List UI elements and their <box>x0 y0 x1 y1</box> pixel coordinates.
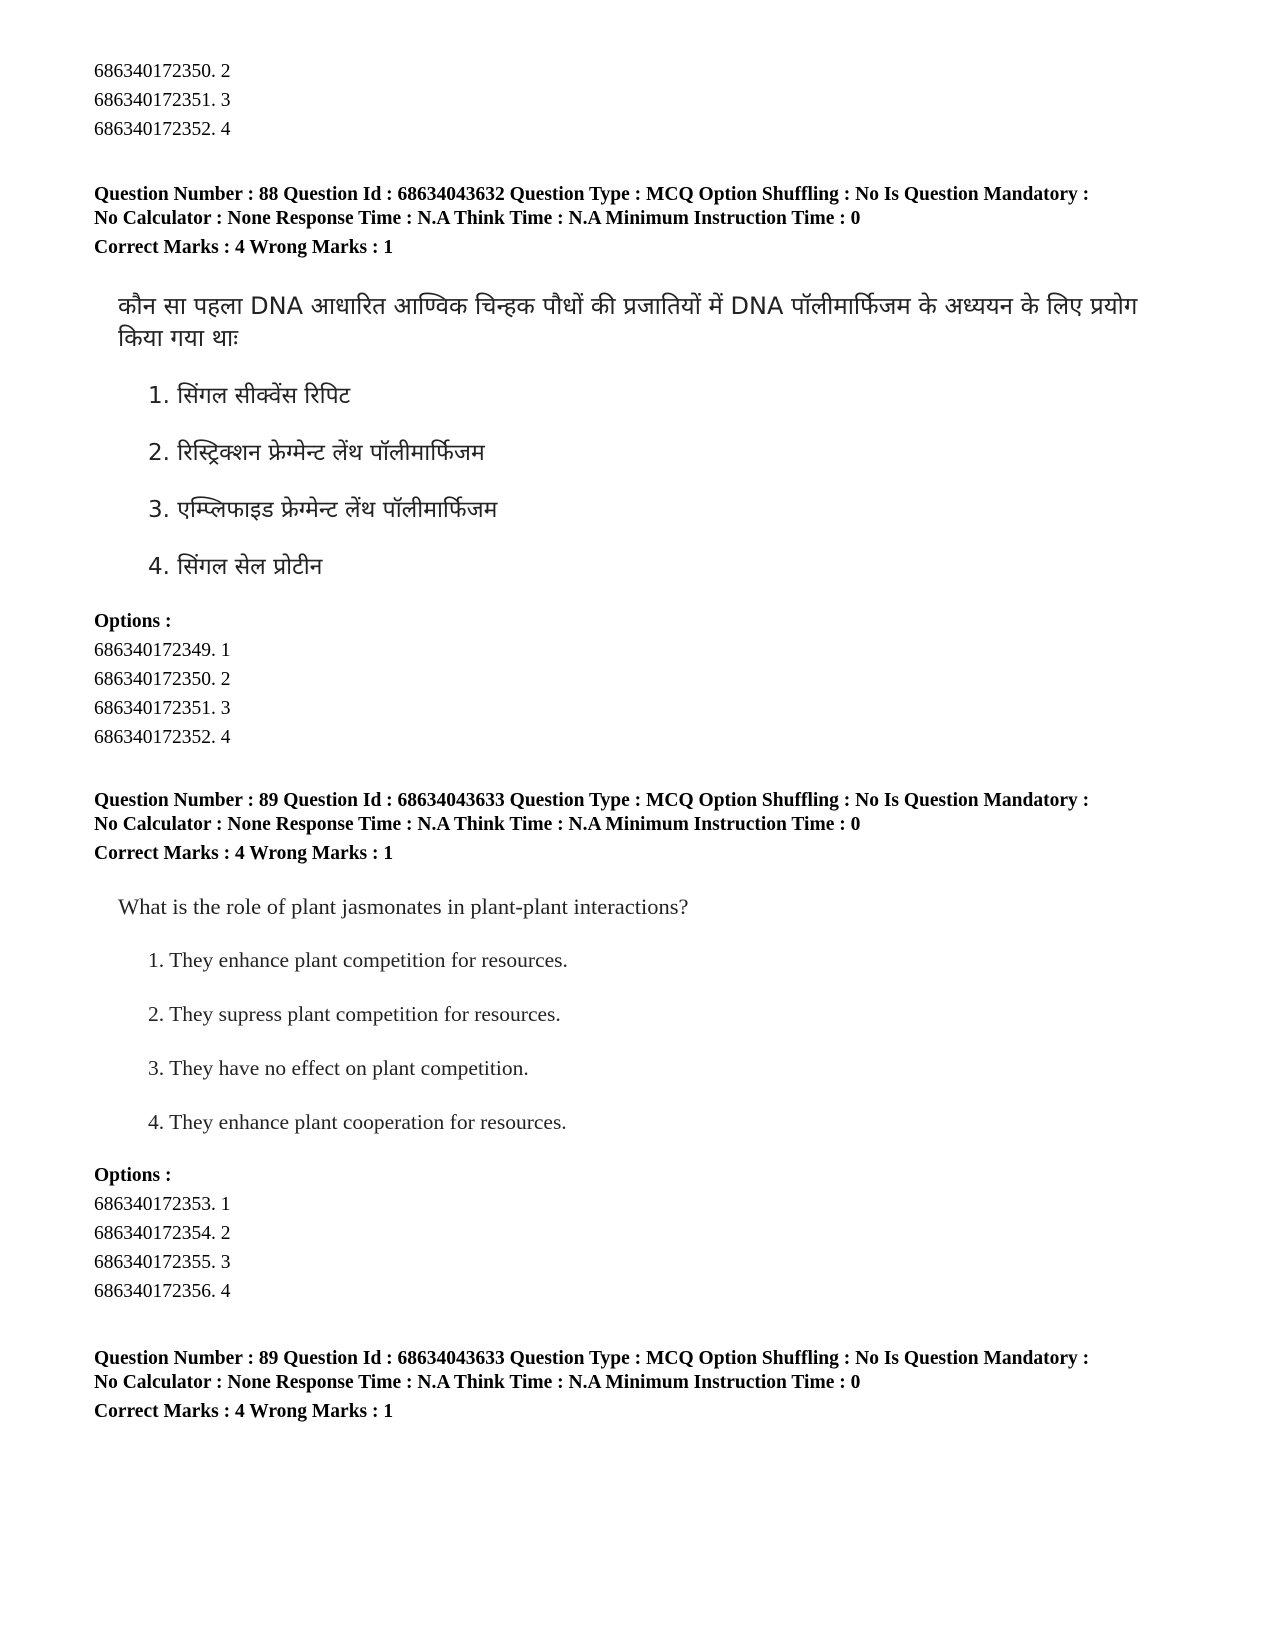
question-header-line1: Question Number : 88 Question Id : 68634043632 Question Type : MCQ Option Shuffling : No Is Question Mandatory : <box>94 184 1090 205</box>
choice-item: 4. They enhance plant cooperation for resources. <box>148 1110 567 1134</box>
question-header-line1: Question Number : 89 Question Id : 68634043633 Question Type : MCQ Option Shuffling : No Is Question Mandatory : <box>94 1348 1090 1369</box>
choice-item: 3. They have no effect on plant competition. <box>148 1056 529 1080</box>
option-id-line: 686340172356. 4 <box>94 1281 231 1302</box>
question-89-image <box>118 892 689 1134</box>
options-label: Options : <box>94 611 172 632</box>
question-header-line2: No Calculator : None Response Time : N.A Think Time : N.A Minimum Instruction Time : 0 <box>94 1372 861 1393</box>
choice-item: 2. They supress plant competition for resources. <box>148 1002 561 1026</box>
question-88-image <box>118 290 1158 580</box>
choice-item: 4. सिंगल सेल प्रोटीन <box>148 554 323 580</box>
question-marks: Correct Marks : 4 Wrong Marks : 1 <box>94 237 394 258</box>
option-id-line: 686340172353. 1 <box>94 1194 231 1215</box>
option-id-line: 686340172351. 3 <box>94 698 231 719</box>
question-header-line1: Question Number : 89 Question Id : 68634043633 Question Type : MCQ Option Shuffling : No Is Question Mandatory : <box>94 790 1090 811</box>
option-id-line: 686340172351. 3 <box>94 90 231 111</box>
question-marks: Correct Marks : 4 Wrong Marks : 1 <box>94 1401 394 1422</box>
option-id-line: 686340172354. 2 <box>94 1223 231 1244</box>
option-id-line: 686340172349. 1 <box>94 640 231 661</box>
question-marks: Correct Marks : 4 Wrong Marks : 1 <box>94 843 394 864</box>
question-stem: कौन सा पहला DNA आधारित आण्विक चिन्हक पौधों की प्रजातियों में DNA पॉलीमार्फिजम के अध्ययन के लिए प्रयोग किया गया थाः <box>118 292 1138 352</box>
question-stem: What is the role of plant jasmonates in plant-plant interactions? <box>118 894 689 919</box>
option-id-line: 686340172350. 2 <box>94 669 231 690</box>
choice-item: 1. सिंगल सीक्वेंस रिपिट <box>148 383 351 409</box>
options-label: Options : <box>94 1165 172 1186</box>
option-id-line: 686340172355. 3 <box>94 1252 231 1273</box>
option-id-line: 686340172350. 2 <box>94 61 231 82</box>
option-id-line: 686340172352. 4 <box>94 119 231 140</box>
choice-item: 3. एम्प्लिफाइड फ्रेग्मेन्ट लेंथ पॉलीमार्फिजम <box>148 497 498 523</box>
choice-item: 2. रिस्ट्रिक्शन फ्रेग्मेन्ट लेंथ पॉलीमार्फिजम <box>148 440 485 466</box>
question-header-line2: No Calculator : None Response Time : N.A Think Time : N.A Minimum Instruction Time : 0 <box>94 208 861 229</box>
choice-item: 1. They enhance plant competition for resources. <box>148 948 568 972</box>
question-header-line2: No Calculator : None Response Time : N.A Think Time : N.A Minimum Instruction Time : 0 <box>94 814 861 835</box>
option-id-line: 686340172352. 4 <box>94 727 231 748</box>
